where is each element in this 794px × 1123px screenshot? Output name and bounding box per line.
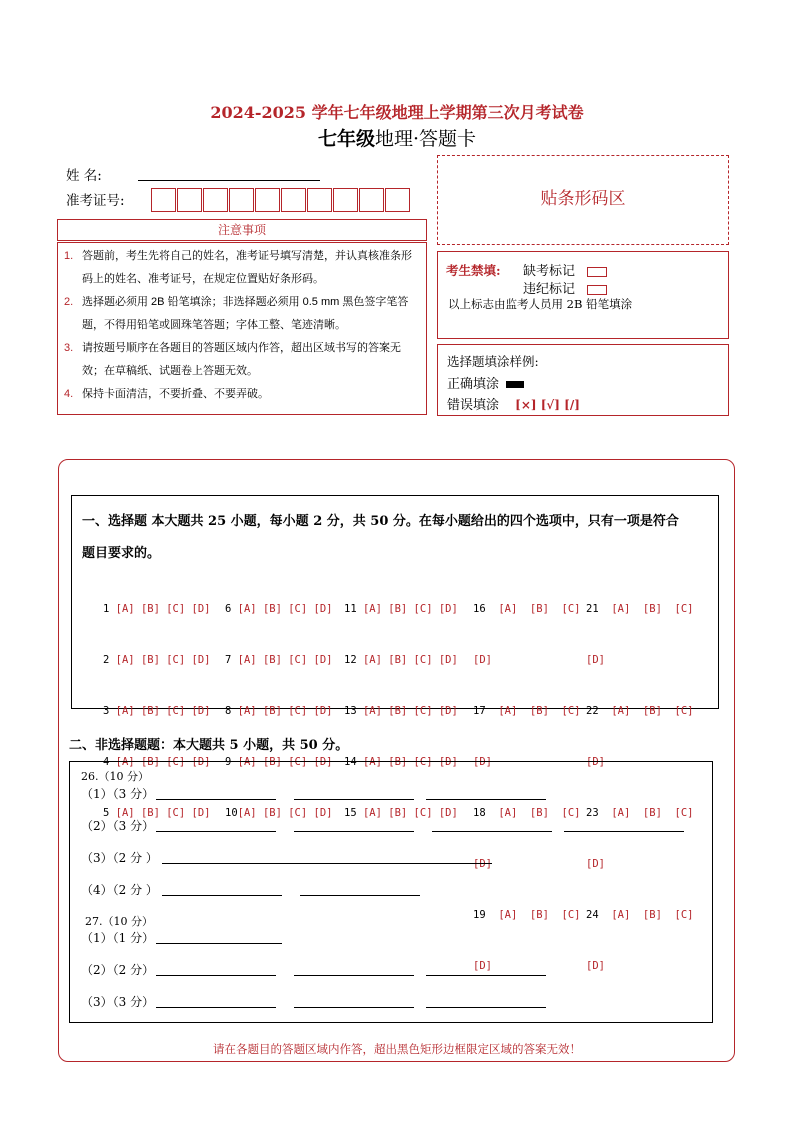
id-box[interactable] [229, 188, 254, 212]
answer-line[interactable] [564, 831, 684, 832]
mc-row[interactable]: 16 [A] [B] [C] [473, 603, 581, 615]
mc-row[interactable]: 3 [A] [B] [C] [D] [103, 705, 211, 717]
q26-part2-label: （2）（3 分） [81, 819, 155, 833]
notice-item: 3. 请按题号顺序在各题目的答题区域内作答，超出区域书写的答案无效；在草稿纸、试题卷上答题无效。 [64, 342, 401, 377]
id-box[interactable] [281, 188, 306, 212]
mc-row-d[interactable]: [D] [473, 756, 492, 768]
q27-title: 27.（10 分） [85, 915, 153, 928]
section1-title-cont: 题目要求的。 [82, 546, 161, 561]
mc-row[interactable]: 10[A] [B] [C] [D] [225, 807, 333, 819]
mc-row-d[interactable]: [D] [586, 960, 605, 972]
absent-mark-box[interactable] [587, 267, 607, 277]
q26-title: 26.（10 分） [81, 770, 149, 783]
mc-row[interactable]: 23 [A] [B] [C] [586, 807, 694, 819]
mc-row-d[interactable]: [D] [586, 654, 605, 666]
fill-example-box [437, 344, 729, 416]
mc-row[interactable]: 19 [A] [B] [C] [473, 909, 581, 921]
name-label: 姓 名: [66, 168, 102, 184]
answer-line[interactable] [300, 895, 420, 896]
footer-warning: 请在各题目的答题区域内作答，超出黑色矩形边框限定区域的答案无效！ [213, 1044, 581, 1056]
proctor-note: 以上标志由监考人员用 2B 铅笔填涂 [448, 297, 633, 311]
proctor-label: 考生禁填: [446, 263, 501, 278]
section2-title: 二、非选择题题：本大题共 5 小题，共 50 分。 [69, 738, 349, 753]
violation-mark-box[interactable] [587, 285, 607, 295]
filled-mark-icon [506, 381, 524, 388]
notice-heading: 注意事项 [57, 219, 427, 241]
proctor-box [437, 251, 729, 339]
answer-line[interactable] [156, 831, 276, 832]
notice-item: 1. 答题前，考生先将自己的姓名，准考证号填写清楚，并认真核准条形码上的姓名、准考证号，在规定位置贴好条形码。 [64, 250, 412, 285]
mc-row[interactable]: 12 [A] [B] [C] [D] [344, 654, 458, 666]
violation-mark-row: 违纪标记 [523, 278, 607, 297]
answer-line[interactable] [162, 863, 492, 864]
mc-row[interactable]: 17 [A] [B] [C] [473, 705, 581, 717]
answer-line[interactable] [294, 975, 414, 976]
mc-row[interactable]: 22 [A] [B] [C] [586, 705, 694, 717]
q26-part4-label: （4）（2 分 ） [81, 883, 158, 897]
answer-line[interactable] [294, 831, 414, 832]
q27-part1-label: （1）（1 分） [81, 931, 155, 945]
id-box[interactable] [151, 188, 176, 212]
mc-row-d[interactable]: [D] [473, 858, 492, 870]
answer-line[interactable] [294, 1007, 414, 1008]
id-box[interactable] [203, 188, 228, 212]
q27-part3-label: （3）（3 分） [81, 995, 155, 1009]
answer-card-grade: 七年级 [317, 128, 375, 150]
answer-line[interactable] [426, 799, 546, 800]
answer-line[interactable] [426, 975, 546, 976]
q26-part1-label: （1）（3 分） [81, 787, 155, 801]
answer-line[interactable] [426, 1007, 546, 1008]
answer-card-subject: 地理·答题卡 [374, 128, 477, 150]
answer-line[interactable] [156, 1007, 276, 1008]
absent-mark-row: 缺考标记 [523, 260, 607, 279]
mc-row[interactable]: 18 [A] [B] [C] [473, 807, 581, 819]
mc-row[interactable]: 13 [A] [B] [C] [D] [344, 705, 458, 717]
correct-fill-row: 正确填涂 [447, 373, 524, 392]
mc-row[interactable]: 11 [A] [B] [C] [D] [344, 603, 458, 615]
mc-row[interactable]: 24 [A] [B] [C] [586, 909, 694, 921]
id-label: 准考证号: [66, 193, 125, 209]
mc-row-d[interactable]: [D] [586, 756, 605, 768]
id-box[interactable] [255, 188, 280, 212]
q27-part2-label: （2）（2 分） [81, 963, 155, 977]
mc-row[interactable]: 9 [A] [B] [C] [D] [225, 756, 333, 768]
answer-line[interactable] [162, 895, 282, 896]
answer-line[interactable] [156, 943, 282, 944]
notice-box [57, 242, 427, 415]
mc-row[interactable]: 1 [A] [B] [C] [D] [103, 603, 211, 615]
non-choice-box [69, 761, 713, 1023]
barcode-area: 贴条形码区 [437, 155, 729, 245]
section1-title: 一、选择题 本大题共 25 小题，每小题 2 分，共 50 分。在每小题给出的四个选项中，只有一项是符合 [82, 514, 679, 529]
id-box[interactable] [333, 188, 358, 212]
exam-title-part1: 2024-2025 学年七年级地理上学期 [210, 103, 472, 122]
answer-line[interactable] [156, 799, 276, 800]
id-box[interactable] [385, 188, 410, 212]
mc-row[interactable]: 14 [A] [B] [C] [D] [344, 756, 458, 768]
answer-line[interactable] [432, 831, 552, 832]
answer-line[interactable] [294, 799, 414, 800]
mc-row[interactable]: 8 [A] [B] [C] [D] [225, 705, 333, 717]
fill-example-title: 选择题填涂样例: [447, 354, 539, 369]
mc-row[interactable]: 6 [A] [B] [C] [D] [225, 603, 333, 615]
mc-row[interactable]: 4 [A] [B] [C] [D] [103, 756, 211, 768]
mc-row[interactable]: 21 [A] [B] [C] [586, 603, 694, 615]
mc-row-d[interactable]: [D] [473, 960, 492, 972]
mc-row-d[interactable]: [D] [473, 654, 492, 666]
answer-card-title [0, 124, 794, 151]
exam-title-part2: 第三次月考试卷 [471, 103, 584, 122]
wrong-marks: [×] [√] [/] [515, 398, 580, 412]
mc-row[interactable]: 7 [A] [B] [C] [D] [225, 654, 333, 666]
exam-title [0, 100, 794, 123]
mc-row[interactable]: 2 [A] [B] [C] [D] [103, 654, 211, 666]
id-box[interactable] [359, 188, 384, 212]
wrong-fill-row: 错误填涂 [×] [√] [/] [447, 398, 580, 413]
id-box[interactable] [177, 188, 202, 212]
q26-part3-label: （3）（2 分 ） [81, 851, 158, 865]
mc-row-d[interactable]: [D] [586, 858, 605, 870]
mc-row[interactable]: 5 [A] [B] [C] [D] [103, 807, 211, 819]
notice-item: 2. 选择题必须用 2B 铅笔填涂；非选择题必须用 0.5 mm 黑色签字笔答题，不得用铅笔或圆珠笔答题；字体工整、笔迹清晰。 [64, 296, 409, 331]
name-field[interactable] [138, 180, 320, 181]
mc-row[interactable]: 15 [A] [B] [C] [D] [344, 807, 458, 819]
answer-line[interactable] [156, 975, 276, 976]
notice-item: 4. 保持卡面清洁，不要折叠、不要弄破。 [64, 388, 269, 400]
id-box[interactable] [307, 188, 332, 212]
